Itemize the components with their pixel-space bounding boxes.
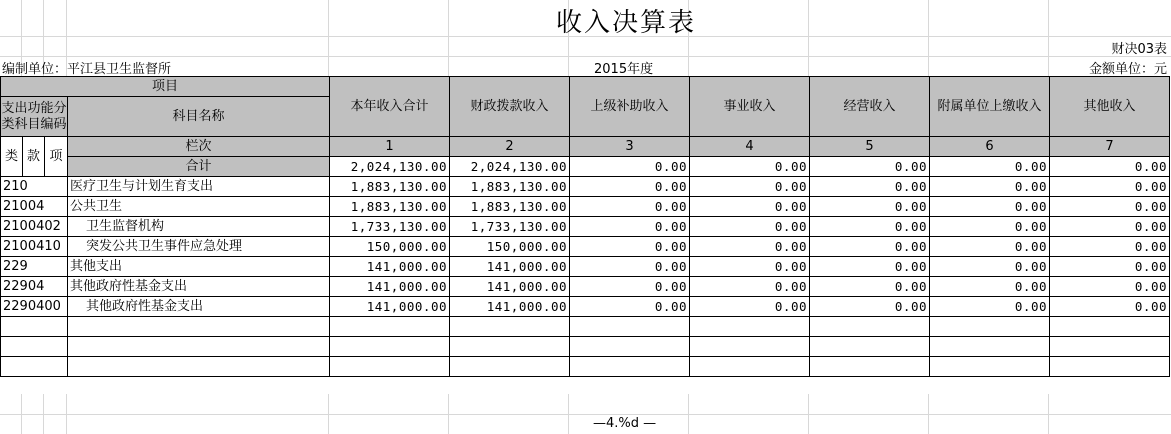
row-value: 0.00 (570, 277, 690, 297)
amount-unit: 金额单位：元 (1088, 62, 1167, 77)
row-value: 1,733,130.00 (330, 217, 450, 237)
col-header-5: 经营收入 (810, 77, 930, 137)
header-lei: 类 (1, 137, 23, 177)
row-value: 0.00 (690, 237, 810, 257)
total-value: 0.00 (810, 157, 930, 177)
row-value: 0.00 (930, 197, 1050, 217)
row-value: 141,000.00 (330, 277, 450, 297)
table-row (1, 277, 1170, 297)
row-subject-name: 医疗卫生与计划生育支出 (68, 177, 330, 197)
row-subject-name: 公共卫生 (68, 197, 330, 217)
row-value: 0.00 (930, 297, 1050, 317)
row-value: 0.00 (930, 257, 1050, 277)
row-value: 0.00 (690, 177, 810, 197)
row-value: 141,000.00 (330, 297, 450, 317)
row-value: 0.00 (570, 177, 690, 197)
table-row (1, 217, 1170, 237)
row-value: 0.00 (930, 237, 1050, 257)
col-header-4: 事业收入 (690, 77, 810, 137)
row-value: 141,000.00 (450, 257, 570, 277)
row-value: 0.00 (690, 197, 810, 217)
row-value: 0.00 (690, 297, 810, 317)
col-no-6: 6 (930, 137, 1050, 157)
empty-row (1, 337, 1170, 357)
report-title: 收入决算表 (556, 8, 697, 38)
row-value: 0.00 (690, 257, 810, 277)
row-value: 0.00 (930, 177, 1050, 197)
page-footer: —4.%d — (593, 416, 657, 431)
row-value: 1,883,130.00 (330, 197, 450, 217)
table-code: 财决03表 (1111, 42, 1167, 57)
total-label: 合计 (68, 157, 330, 177)
table-row (1, 177, 1170, 197)
row-code: 2100402 (1, 217, 68, 237)
row-value: 0.00 (930, 277, 1050, 297)
row-value: 0.00 (570, 197, 690, 217)
header-subject-name: 科目名称 (68, 97, 330, 137)
table-row (1, 237, 1170, 257)
row-value: 0.00 (1050, 197, 1170, 217)
total-value: 0.00 (690, 157, 810, 177)
row-value: 0.00 (690, 217, 810, 237)
col-header-3: 上级补助收入 (570, 77, 690, 137)
empty-row (1, 357, 1170, 377)
row-value: 1,733,130.00 (450, 217, 570, 237)
row-value: 0.00 (810, 257, 930, 277)
row-code: 2290400 (1, 297, 68, 317)
row-value: 0.00 (1050, 217, 1170, 237)
row-code: 22904 (1, 277, 68, 297)
row-value: 0.00 (570, 297, 690, 317)
row-value: 150,000.00 (330, 237, 450, 257)
header-column-no: 栏次 (68, 137, 330, 157)
income-report-table (0, 76, 1170, 377)
row-value: 141,000.00 (450, 277, 570, 297)
row-value: 0.00 (810, 237, 930, 257)
row-subject-name: 卫生监督机构 (68, 217, 330, 237)
row-value: 0.00 (930, 217, 1050, 237)
row-value: 0.00 (1050, 177, 1170, 197)
row-value: 0.00 (570, 237, 690, 257)
row-value: 1,883,130.00 (450, 197, 570, 217)
header-xiang: 项 (45, 137, 68, 177)
row-value: 1,883,130.00 (330, 177, 450, 197)
col-header-6: 附属单位上缴收入 (930, 77, 1050, 137)
empty-row (1, 317, 1170, 337)
row-subject-name: 突发公共卫生事件应急处理 (68, 237, 330, 257)
row-value: 141,000.00 (330, 257, 450, 277)
col-no-4: 4 (690, 137, 810, 157)
col-header-7: 其他收入 (1050, 77, 1170, 137)
row-value: 0.00 (1050, 297, 1170, 317)
row-value: 0.00 (1050, 237, 1170, 257)
total-value: 2,024,130.00 (450, 157, 570, 177)
row-value: 150,000.00 (450, 237, 570, 257)
row-value: 0.00 (810, 217, 930, 237)
header-item: 项目 (1, 77, 330, 97)
row-value: 0.00 (570, 257, 690, 277)
table-row (1, 297, 1170, 317)
row-subject-name: 其他政府性基金支出 (68, 297, 330, 317)
row-code: 21004 (1, 197, 68, 217)
row-value: 0.00 (810, 297, 930, 317)
header-func-code: 支出功能分类科目编码 (1, 97, 68, 137)
row-code: 229 (1, 257, 68, 277)
row-value: 0.00 (570, 217, 690, 237)
compiling-unit: 编制单位：平江县卫生监督所 (2, 62, 172, 77)
total-row (1, 157, 1170, 177)
col-no-2: 2 (450, 137, 570, 157)
row-value: 0.00 (810, 277, 930, 297)
total-value: 2,024,130.00 (330, 157, 450, 177)
total-value: 0.00 (1050, 157, 1170, 177)
row-code: 210 (1, 177, 68, 197)
total-value: 0.00 (930, 157, 1050, 177)
col-header-2: 财政拨款收入 (450, 77, 570, 137)
row-value: 141,000.00 (450, 297, 570, 317)
table-row (1, 197, 1170, 217)
row-subject-name: 其他政府性基金支出 (68, 277, 330, 297)
header-kuan: 款 (23, 137, 45, 177)
col-header-1: 本年收入合计 (330, 77, 450, 137)
row-value: 0.00 (1050, 257, 1170, 277)
table-row (1, 257, 1170, 277)
row-value: 0.00 (690, 277, 810, 297)
col-no-5: 5 (810, 137, 930, 157)
report-year: 2015年度 (594, 62, 654, 77)
col-no-1: 1 (330, 137, 450, 157)
total-value: 0.00 (570, 157, 690, 177)
row-value: 0.00 (1050, 277, 1170, 297)
row-value: 0.00 (810, 197, 930, 217)
row-code: 2100410 (1, 237, 68, 257)
row-value: 0.00 (810, 177, 930, 197)
row-value: 1,883,130.00 (450, 177, 570, 197)
col-no-7: 7 (1050, 137, 1170, 157)
col-no-3: 3 (570, 137, 690, 157)
row-subject-name: 其他支出 (68, 257, 330, 277)
